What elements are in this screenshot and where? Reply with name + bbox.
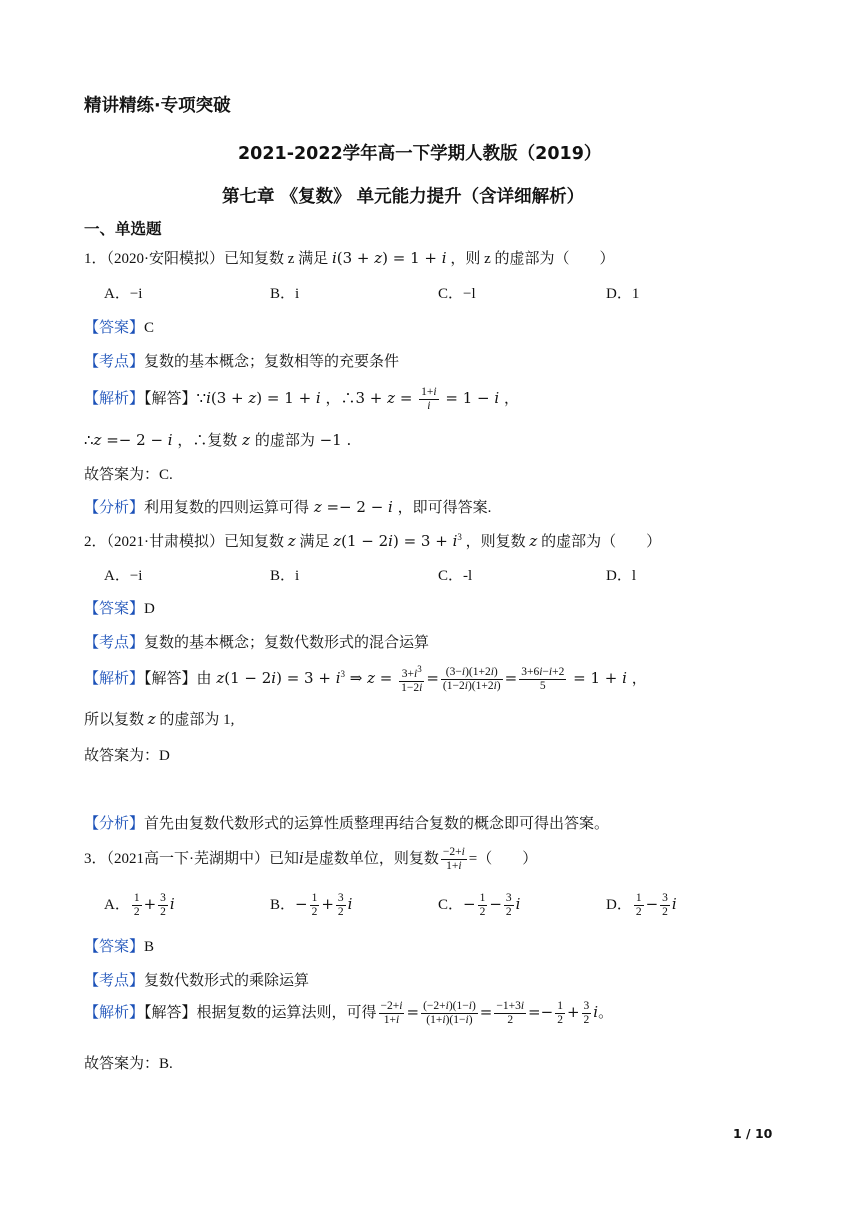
q3-option-a: A． $\frac{1}{2}$ + $\frac{3}{2}$ i [104,892,175,919]
q2-option-d: D．l [606,568,637,584]
q3-answer: 【答案】B [84,939,155,955]
title-line-2: 第七章 《复数》 单元能力提升（含详细解析） [222,187,585,207]
q2-option-c: C．-l [438,568,473,584]
q2-answer: 【答案】D [84,601,155,617]
q1-option-c: C．−l [438,286,476,302]
q3-option-b: B．− $\frac{1}{2}$ + $\frac{3}{2}$ i [270,892,353,919]
q2-option-a: A．−i [104,568,143,584]
q3-stem: 3．（2021高一下·芜湖期中）已知i是虚数单位，则复数 $\frac{-2+i}{1+i}$ =（ ） [84,846,538,873]
q1-analysis-line-2: ∴z =− 2 − i ，∴复数 z 的虚部为 −1 . [84,431,352,449]
q1-analysis: 【解析】【解答】∵i(3 + z) = 1 + i ，∴3 + z = $\frac{1+i}{i}$ = 1 − i ， [84,386,519,413]
title-line-1: 2021-2022学年高一下学期人教版（2019） [238,144,602,164]
q3-analysis: 【解析】【解答】根据复数的运算法则，可得 $\frac{-2+i}{1+i}$ = $\frac{(-2+i)(1-i)}{(1+i)(1-i)}$ = $\frac{-1+3i}{2}$ =− $\frac{1}{2}$ + $\frac{3}{2}$ i。 [84,1000,614,1027]
q3-option-d: D． $\frac{1}{2}$ − $\frac{3}{2}$ i [606,892,677,919]
q1-stem: 1．（2020·安阳模拟）已知复数 z 满足 i(3 + z) = 1 + i ，则 z 的虚部为（ ） [84,249,615,267]
q1-conclusion: 故答案为：C. [84,467,173,483]
q2-analysis-line-2: 所以复数 z 的虚部为 1, [84,710,235,728]
q3-point: 【考点】复数代数形式的乘除运算 [84,973,310,989]
q1-option-d: D．1 [606,286,640,302]
q2-analysis: 【解析】【解答】由 $z(1 - 2i) = 3 + i^3$ ⇒ z = $\frac{3+i^3}{1-2i}$ = $\frac{(3-i)(1+2i)}{(1-2i)(1+2i)}$ = $\frac{3+6i-i+2}{5}$ = 1 + i ， [84,664,647,695]
series-title: 精讲精练·专项突破 [84,96,231,116]
q1-point: 【考点】复数的基本概念；复数相等的充要条件 [84,354,400,370]
q2-summary: 【分析】首先由复数代数形式的运算性质整理再结合复数的概念即可得出答案。 [84,816,610,832]
q2-option-b: B．i [270,568,300,584]
section-heading: 一、单选题 [84,220,162,238]
q1-option-a: A．−i [104,286,143,302]
q1-option-b: B．i [270,286,300,302]
q2-conclusion: 故答案为：D [84,748,170,764]
q3-option-c: C．− $\frac{1}{2}$ − $\frac{3}{2}$ i [438,892,521,919]
q2-point: 【考点】复数的基本概念；复数代数形式的混合运算 [84,635,430,651]
page-number: 1 / 10 [733,1126,773,1141]
q3-conclusion: 故答案为：B. [84,1056,173,1072]
q2-stem: 2．（2021·甘肃模拟）已知复数 z 满足 $z(1 - 2i) = 3 + i^3$ ，则复数 z 的虚部为（ ） [84,532,662,550]
q1-answer: 【答案】C [84,320,155,336]
q1-summary: 【分析】利用复数的四则运算可得 z =− 2 − i ，即可得答案. [84,498,492,516]
